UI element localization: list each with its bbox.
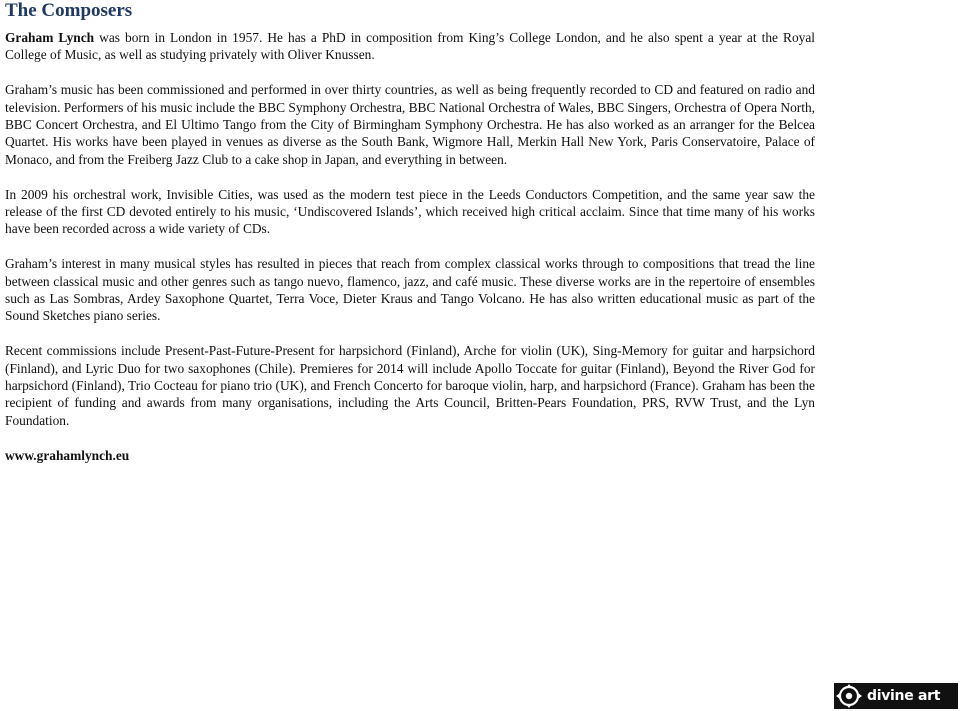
paragraph-bio [5,29,815,64]
paragraph-commissions: Recent commissions include Present-Past-Future-Present for harpsichord (Finland), Arche for violin (UK), Sing-Memory for guitar and harpsichord (Finland), and Lyric Duo for two saxophones (Chile). Premieres for 2014 will include Apollo Toccate for guitar (Finland), Beyond the River God for harpsichord (Finland), Trio Cocteau for piano trio (UK), and French Concerto for baroque violin, harp, and harpsichord (France). Graham has been the recipient of funding and awards from many organisations, including the Arts Council, Britten-Pears Foundation, PRS, RVW Trust, and the Lyn Foundation. [5,343,815,428]
composer-name: Graham Lynch [5,30,95,45]
logo-text: divine art [867,688,941,704]
paragraph-styles: Graham’s interest in many musical styles has resulted in pieces that reach from complex classical works through to compositions that tread the line between classical music and other genres such as tango nuevo, flamenco, jazz, and café music. These diverse works are in the repertoire of ensembles such as Las Sombras, Ardey Saxophone Quartet, Terra Voce, Dieter Kraus and Tango Volcano. He has also written educational music as part of the Sound Sketches piano series. [5,256,815,324]
paragraph-recordings: In 2009 his orchestral work, Invisible Cities, was used as the modern test piece in the Leeds Conductors Competition, and the same year saw the release of the first CD devoted entirely to his music, ‘Undiscovered Islands’, which received high critical acclaim. Since that time many of his works have been recorded across a wide variety of CDs. [5,186,815,237]
paragraph-bio-text: was born in London in 1957. He has a PhD in composition from King’s College London, and he also spent a year at the Royal College of Music, as well as studying privately with Oliver Knussen. [5,30,815,63]
divine-art-emblem-icon [834,683,864,709]
page-title: The Composers [5,0,133,21]
paragraph-performances: Graham’s music has been commissioned and performed in over thirty countries, as well as being frequently recorded to CD and featured on radio and television. Performers of his music include the BBC Symphony Orchestra, BBC National Orchestra of Wales, BBC Singers, Orchestra of Opera North, BBC Concert Orchestra, and El Ultimo Tango from the City of Birmingham Symphony Orchestra. He has also worked as an arranger for the Belcea Quartet. His works have been played in venues as diverse as the South Bank, Wigmore Hall, Merkin Hall New York, Paris Conservatoire, Palace of Monaco, and from the Freiberg Jazz Club to a cake shop in Japan, and everything in between. [5,82,815,167]
document-page [5,0,815,464]
website-link[interactable]: www.grahamlynch.eu [5,447,130,463]
divine-art-logo [834,683,958,709]
